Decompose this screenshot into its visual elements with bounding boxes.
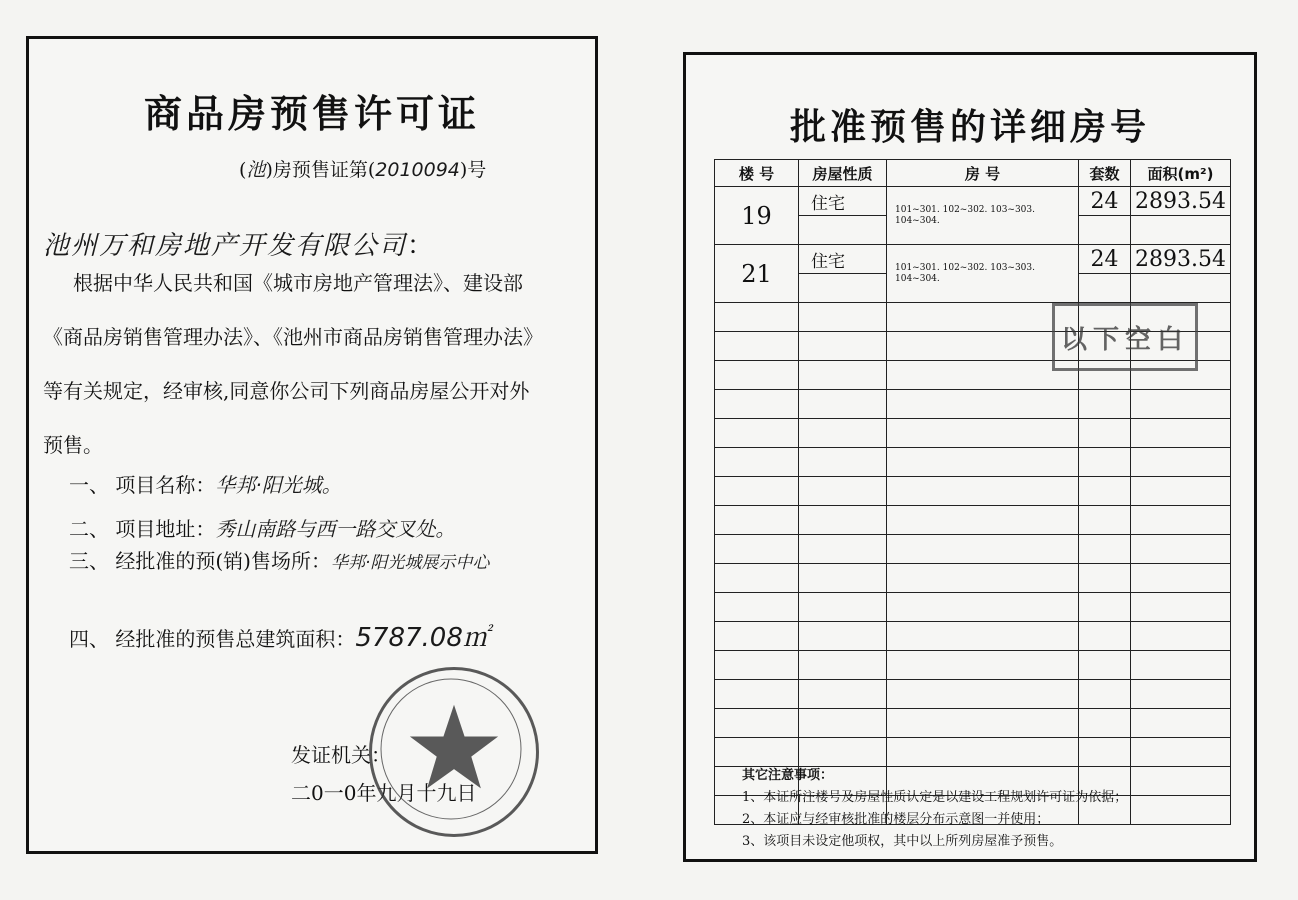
empty-cell — [1131, 622, 1231, 651]
empty-cell — [715, 361, 799, 390]
empty-cell — [887, 332, 1079, 361]
table-row — [715, 680, 1231, 709]
building-cell: 21 — [715, 245, 799, 303]
project-address-value: 秀山南路与西一路交叉处。 — [215, 517, 456, 541]
empty-cell — [887, 506, 1079, 535]
empty-cell — [887, 622, 1079, 651]
empty-cell — [799, 361, 887, 390]
permit-title: 商品房预售许可证 — [143, 92, 480, 136]
empty-cell — [799, 216, 887, 245]
table-header-row — [715, 160, 1231, 187]
empty-cell — [715, 506, 799, 535]
total-area-label: 四、 经批准的预售总建筑面积： — [69, 627, 356, 651]
room-numbers-cell: 101~301. 102~302. 103~303. 104~304. — [887, 245, 1079, 303]
empty-cell — [715, 738, 799, 767]
empty-cell — [715, 303, 799, 332]
project-name-label: 一、 项目名称： — [69, 473, 216, 497]
empty-cell — [1079, 593, 1131, 622]
empty-cell — [715, 651, 799, 680]
empty-cell — [887, 738, 1079, 767]
table-row — [715, 709, 1231, 738]
cert-issuer: 池 — [246, 159, 266, 181]
sales-venue-label: 三、 经批准的预(销)售场所： — [69, 549, 331, 573]
empty-cell — [799, 535, 887, 564]
empty-cell — [715, 419, 799, 448]
project-name-item — [69, 469, 342, 498]
issue-date: 二0一0年九月十九日 — [291, 781, 477, 805]
empty-cell — [887, 477, 1079, 506]
empty-cell — [1131, 651, 1231, 680]
empty-cell — [887, 535, 1079, 564]
empty-cell — [1131, 535, 1231, 564]
project-address-label: 二、 项目地址： — [69, 517, 216, 541]
table-row — [715, 245, 1231, 274]
empty-cell — [1079, 419, 1131, 448]
issuing-authority-label: 发证机关： — [291, 743, 391, 767]
empty-cell — [1079, 274, 1131, 303]
empty-cell — [1079, 535, 1131, 564]
body-paragraph-line: 预售。 — [43, 433, 103, 457]
empty-cell — [1131, 680, 1231, 709]
empty-cell — [887, 564, 1079, 593]
empty-cell — [715, 390, 799, 419]
note-item: 3、该项目未设定他项权，其中以上所列房屋准予预售。 — [742, 834, 1063, 849]
header-area: 面积(m²) — [1131, 160, 1231, 187]
empty-cell — [715, 709, 799, 738]
empty-cell — [1079, 448, 1131, 477]
empty-cell — [887, 651, 1079, 680]
set-count-cell: 24 — [1079, 187, 1131, 216]
total-area-value: 5787.08㎡ — [355, 623, 489, 653]
star-icon — [406, 700, 502, 796]
company-name-value: 池州万和房地产开发有限公司 — [43, 231, 408, 261]
header-property-type: 房屋性质 — [799, 160, 887, 187]
empty-cell — [1131, 448, 1231, 477]
rooms-table — [714, 159, 1231, 825]
area-cell: 2893.54 — [1131, 187, 1231, 216]
empty-cell — [799, 564, 887, 593]
empty-cell — [799, 651, 887, 680]
building-cell: 19 — [715, 187, 799, 245]
empty-cell — [1131, 564, 1231, 593]
empty-cell — [1131, 709, 1231, 738]
empty-cell — [1079, 564, 1131, 593]
blank-below-stamp: 以下空白 — [1052, 303, 1198, 371]
empty-cell — [715, 622, 799, 651]
note-item: 2、本证应与经审核批准的楼层分布示意图一并使用； — [742, 812, 1050, 827]
empty-cell — [1131, 274, 1231, 303]
area-cell: 2893.54 — [1131, 245, 1231, 274]
certificate-number — [239, 155, 486, 182]
empty-cell — [1131, 216, 1231, 245]
sales-venue-value: 华邦·阳光城展示中心 — [330, 553, 490, 573]
sales-venue-item — [69, 545, 489, 574]
empty-cell — [715, 332, 799, 361]
company-name — [43, 225, 435, 262]
empty-cell — [715, 564, 799, 593]
empty-cell — [799, 622, 887, 651]
body-paragraph-line: 《商品房销售管理办法》、《池州市商品房销售管理办法》 — [43, 325, 543, 349]
body-paragraph-line: 根据中华人民共和国《城市房地产管理法》、建设部 — [73, 271, 523, 295]
table-row — [715, 390, 1231, 419]
cert-mid: )房预售证第( — [265, 159, 376, 181]
table-row — [715, 506, 1231, 535]
empty-cell — [887, 448, 1079, 477]
empty-cell — [799, 390, 887, 419]
empty-cell — [799, 332, 887, 361]
project-address-item — [69, 513, 455, 542]
empty-cell — [887, 680, 1079, 709]
empty-cell — [1131, 390, 1231, 419]
empty-cell — [715, 477, 799, 506]
empty-cell — [799, 419, 887, 448]
room-numbers-cell: 101~301. 102~302. 103~303. 104~304. — [887, 187, 1079, 245]
empty-cell — [799, 680, 887, 709]
table-row — [715, 738, 1231, 767]
empty-cell — [1079, 390, 1131, 419]
table-row — [715, 651, 1231, 680]
header-room-numbers: 房 号 — [887, 160, 1079, 187]
total-area-item — [69, 617, 489, 654]
empty-cell — [1131, 477, 1231, 506]
empty-cell — [887, 390, 1079, 419]
empty-cell — [1079, 738, 1131, 767]
empty-cell — [715, 680, 799, 709]
table-row — [715, 622, 1231, 651]
presale-permit-page — [26, 36, 598, 854]
empty-cell — [799, 274, 887, 303]
empty-cell — [1079, 622, 1131, 651]
empty-cell — [1079, 506, 1131, 535]
property-type-cell: 住宅 — [799, 187, 887, 216]
empty-cell — [715, 448, 799, 477]
empty-cell — [1131, 738, 1231, 767]
empty-cell — [1131, 593, 1231, 622]
notes-section — [742, 765, 1242, 853]
empty-cell — [799, 477, 887, 506]
property-type-cell: 住宅 — [799, 245, 887, 274]
empty-cell — [1131, 419, 1231, 448]
table-row — [715, 535, 1231, 564]
empty-cell — [799, 448, 887, 477]
empty-cell — [799, 506, 887, 535]
set-count-cell: 24 — [1079, 245, 1131, 274]
project-name-value: 华邦·阳光城。 — [215, 473, 342, 497]
empty-cell — [799, 709, 887, 738]
empty-cell — [1079, 709, 1131, 738]
notes-title: 其它注意事项： — [742, 768, 834, 783]
header-building: 楼 号 — [715, 160, 799, 187]
cert-prefix: ( — [239, 159, 247, 181]
empty-cell — [887, 303, 1079, 332]
empty-cell — [887, 361, 1079, 390]
empty-cell — [799, 738, 887, 767]
table-row — [715, 593, 1231, 622]
empty-cell — [1079, 216, 1131, 245]
empty-cell — [1079, 651, 1131, 680]
empty-cell — [887, 593, 1079, 622]
table-row — [715, 448, 1231, 477]
empty-cell — [887, 709, 1079, 738]
empty-cell — [1131, 506, 1231, 535]
cert-number-value: 2010094 — [375, 159, 460, 181]
empty-cell — [799, 593, 887, 622]
company-colon: ： — [407, 231, 436, 261]
official-seal — [369, 667, 539, 837]
cert-suffix: )号 — [459, 159, 487, 181]
approved-rooms-page — [683, 52, 1257, 862]
table-row — [715, 477, 1231, 506]
table-row — [715, 419, 1231, 448]
empty-cell — [799, 303, 887, 332]
body-paragraph-line: 等有关规定，经审核,同意你公司下列商品房屋公开对外 — [43, 379, 530, 403]
empty-cell — [715, 593, 799, 622]
header-set-count: 套数 — [1079, 160, 1131, 187]
rooms-title: 批准预售的详细房号 — [789, 107, 1150, 148]
note-item: 1、本证所注楼号及房屋性质认定是以建设工程规划许可证为依据； — [742, 790, 1128, 805]
empty-cell — [715, 535, 799, 564]
table-row — [715, 564, 1231, 593]
empty-cell — [1079, 680, 1131, 709]
table-row — [715, 187, 1231, 216]
empty-cell — [887, 419, 1079, 448]
empty-cell — [1079, 477, 1131, 506]
